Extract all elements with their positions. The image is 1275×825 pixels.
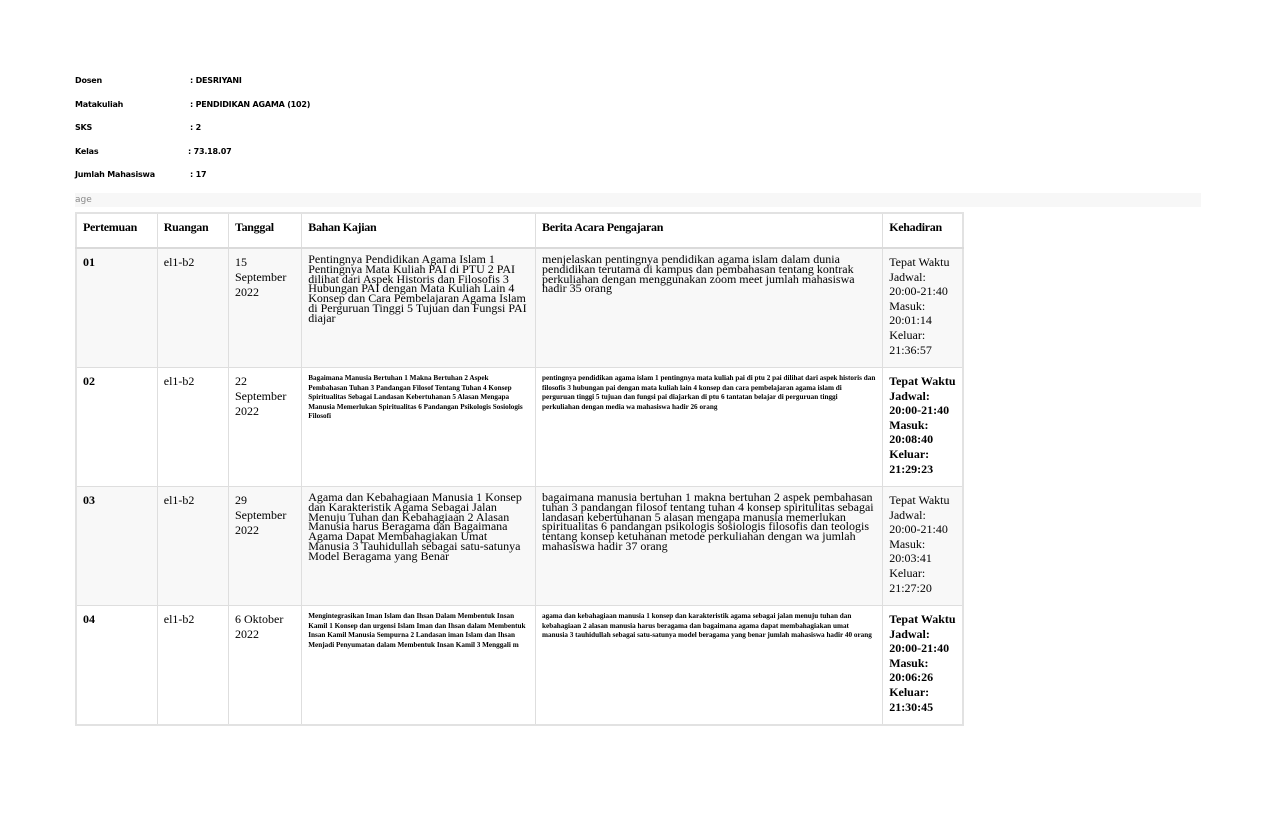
pertemuan-cell: 03 (76, 487, 157, 606)
pertemuan-cell: 02 (76, 368, 157, 487)
berita-acara-cell: menjelaskan pentingnya pendidikan agama islam dalam dunia pendidikan terutama di kampus dan pembahasan tentang kontrak perkuliahan dengan menggunakan zoom meet jumlah mahasiswa hadir 35 orang (536, 248, 883, 368)
ruangan-cell: el1-b2 (157, 487, 228, 606)
table-row (76, 606, 963, 726)
kehadiran-cell (883, 487, 963, 606)
info-value: : DESRIYANI (190, 76, 242, 85)
header-pertemuan: Pertemuan (76, 213, 157, 248)
info-value: : 73.18.07 (188, 146, 232, 156)
bahan-kajian-cell: Bagaimana Manusia Bertuhan 1 Makna Bertuhan 2 Aspek Pembahasan Tuhan 3 Pandangan Filosof Tentang Tuhan 4 Konsep Spiritualitas Sebagai Landasan Kebertuhanan 5 Alasan Mengapa Manusia Memerlukan Spiritualitas 6 Pandangan Psikologis Sosiologis Filosofi (302, 368, 536, 487)
kehadiran-line: 20:03:41 (889, 551, 932, 566)
ruangan-cell: el1-b2 (157, 368, 228, 487)
kehadiran-line: 20:08:40 (889, 432, 934, 447)
page-label-strip: age (75, 193, 1201, 207)
info-value: : 17 (190, 170, 207, 179)
berita-acara-cell: bagaimana manusia bertuhan 1 makna bertuhan 2 aspek pembahasan tuhan 3 pandangan filosof tentang tuhan 4 konsep spiritulitas sebagai landasan kebertuhanan 5 alasan mengapa manusia memerlukan spiritualitas 6 pandangan psikologis sosiologis filosofis dan teologis tentang konsep ketuhanan metode perkuliahan dengan wa jumlah mahasiswa hadir 37 orang (536, 487, 883, 606)
kehadiran-line: Tepat Waktu (889, 612, 956, 626)
info-label: Dosen (75, 76, 103, 85)
berita-acara-cell: agama dan kebahagiaan manusia 1 konsep dan karakteristik agama sebagai jalan menuju tuhan dan kebahagiaan 2 alasan manusia harus beragama dan bagaimana agama dapat membahagiakan umat manusia 3 tauhidullah sebagai satu-satunya model beragama yang benar jumlah mahasiswa hadir 40 orang (536, 606, 883, 726)
ruangan-cell: el1-b2 (157, 606, 228, 726)
kehadiran-line: 20:00-21:40 (889, 284, 948, 299)
pertemuan-cell: 04 (76, 606, 157, 726)
kehadiran-line: 20:00-21:40 (889, 641, 950, 656)
kehadiran-cell (883, 248, 963, 368)
kehadiran-line: 20:00-21:40 (889, 403, 950, 418)
info-value: : 2 (190, 123, 201, 132)
info-value: : PENDIDIKAN AGAMA (102) (190, 99, 311, 109)
kehadiran-line: Tepat Waktu (889, 374, 956, 388)
header-bahan-kajian: Bahan Kajian (302, 213, 536, 248)
kehadiran-line: Jadwal: (889, 507, 926, 522)
table-header-row (76, 213, 963, 248)
kehadiran-line: 21:27:20 (889, 580, 932, 595)
kehadiran-line: Jadwal: (889, 388, 930, 403)
info-label: Matakuliah (75, 99, 124, 109)
kehadiran-line: Tepat Waktu (889, 255, 950, 269)
info-label: SKS (75, 123, 93, 132)
ruangan-cell: el1-b2 (157, 248, 228, 368)
kehadiran-cell (883, 606, 963, 726)
berita-acara-cell: pentingnya pendidikan agama islam 1 pentingnya mata kuliah pai di ptu 2 pai dilihat dari aspek historis dan filosofis 3 hubungan pai dengan mata kuliah lain 4 konsep dan cara pembelajaran agama islam di perguruan tinggi 5 tujuan dan fungsi pai diajarkan di ptu 6 tantatan belajar di perguruan tinggi perkuliahan dengan media wa mahasiswa hadir 26 orang (536, 368, 883, 487)
tanggal-cell: 15 September 2022 (229, 248, 302, 368)
kehadiran-line: Keluar: (889, 565, 926, 580)
kehadiran-line: 20:01:14 (889, 313, 932, 328)
table-row (76, 248, 963, 368)
kehadiran-cell (883, 368, 963, 487)
teaching-journal-table (75, 212, 964, 726)
kehadiran-line: Masuk: (889, 655, 929, 670)
kehadiran-line: Keluar: (889, 327, 926, 342)
tanggal-cell: 6 Oktober 2022 (229, 606, 302, 726)
kehadiran-line: 21:29:23 (889, 461, 934, 476)
kehadiran-line: Jadwal: (889, 269, 926, 284)
table-row (76, 368, 963, 487)
bahan-kajian-cell: Mengintegrasikan Iman Islam dan Ihsan Dalam Membentuk Insan Kamil 1 Konsep dan urgensi Islam Iman dan Ihsan dalam Membentuk Insan Kamil Manusia Sempurna 2 Landasan iman Islam dan Ihsan Menjadi Penyumatan dalam Membentuk Insan Kamil 3 Menggali m (302, 606, 536, 726)
bahan-kajian-cell: Pentingnya Pendidikan Agama Islam 1 Pentingnya Mata Kuliah PAI di PTU 2 PAI dilihat dari Aspek Historis dan Filosofis 3 Hubungan PAI dengan Mata Kuliah Lain 4 Konsep dan Cara Pembelajaran Agama Islam di Perguruan Tinggi 5 Tujuan dan Fungsi PAI diajar (302, 248, 536, 368)
header-ruangan: Ruangan (157, 213, 228, 248)
kehadiran-line: 21:36:57 (889, 342, 932, 357)
table-row (76, 487, 963, 606)
tanggal-cell: 29 September 2022 (229, 487, 302, 606)
kehadiran-line: Keluar: (889, 446, 930, 461)
kehadiran-line: Tepat Waktu (889, 493, 950, 507)
header-kehadiran: Kehadiran (883, 213, 963, 248)
kehadiran-line: Jadwal: (889, 626, 930, 641)
header-tanggal: Tanggal (229, 213, 302, 248)
kehadiran-line: 21:30:45 (889, 699, 934, 714)
header-berita-acara: Berita Acara Pengajaran (536, 213, 883, 248)
kehadiran-line: Keluar: (889, 684, 930, 699)
tanggal-cell: 22 September 2022 (229, 368, 302, 487)
kehadiran-line: 20:00-21:40 (889, 522, 948, 537)
kehadiran-line: Masuk: (889, 536, 926, 551)
bahan-kajian-cell: Agama dan Kebahagiaan Manusia 1 Konsep dan Karakteristik Agama Sebagai Jalan Menuju Tuhan dan Kebahagiaan 2 Alasan Manusia harus Beragama dan Bagaimana Agama Dapat Membahagiakan Umat Manusia 3 Tauhidullah sebagai satu-satunya Model Beragama yang Benar (302, 487, 536, 606)
kehadiran-line: Masuk: (889, 417, 929, 432)
info-label: Jumlah Mahasiswa (75, 170, 155, 179)
kehadiran-line: 20:06:26 (889, 670, 934, 685)
kehadiran-line: Masuk: (889, 298, 926, 313)
pertemuan-cell: 01 (76, 248, 157, 368)
info-label: Kelas (75, 146, 99, 156)
